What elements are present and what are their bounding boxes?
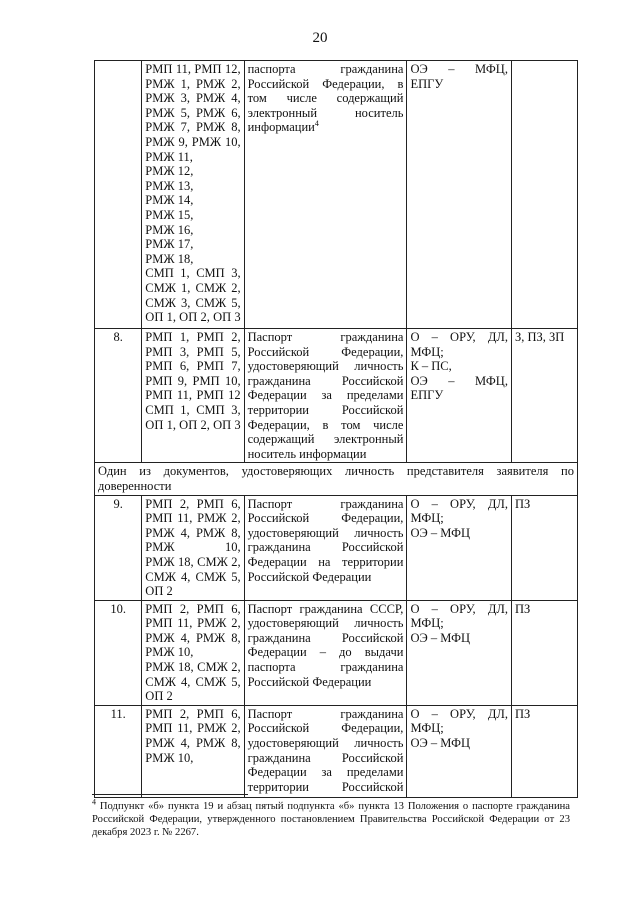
submission-modes: ПЗ [511,600,577,705]
submission-channels: О – ОРУ, ДЛ, МФЦ; ОЭ – МФЦ [407,705,512,797]
submission-channels: О – ОРУ, ДЛ, МФЦ; К – ПС, ОЭ – МФЦ, ЕПГУ [407,329,512,463]
submission-modes: З, ПЗ, ЗП [511,329,577,463]
row-number: 10. [95,600,142,705]
category-codes: РМП 2, РМП 6, РМП 11, РМЖ 2, РМЖ 4, РМЖ 8, РМЖ 10, РМЖ 18, СМЖ 2, СМЖ 4, СМЖ 5, ОП 2 [142,600,244,705]
category-codes: РМП 2, РМП 6, РМП 11, РМЖ 2, РМЖ 4, РМЖ 8, РМЖ 10, РМЖ 18, СМЖ 2, СМЖ 4, СМЖ 5, ОП 2 [142,495,244,600]
table-row [95,495,578,600]
section-header: Один из документов, удостоверяющих личность представителя заявителя по доверенности [95,463,578,495]
document-table [94,60,578,798]
table-row [95,705,578,797]
row-number [95,61,142,329]
row-number: 8. [95,329,142,463]
table-row [95,329,578,463]
submission-channels: О – ОРУ, ДЛ, МФЦ; ОЭ – МФЦ [407,600,512,705]
footnote-mark: 4 [92,797,96,807]
document-name: Паспорт гражданина СССР, удостоверяющий личность гражданина Российской Федерации – до выдачи паспорта гражданина Российской Федерации [244,600,407,705]
section-header-row [95,463,578,495]
document-name: Паспорт гражданина Российской Федерации, удостоверяющий личность гражданина Российской Федерации за пределами территории Российской Федерации, в том числе содержащий электронный носитель информации [244,329,407,463]
submission-modes: ПЗ [511,495,577,600]
submission-channels: О – ОРУ, ДЛ, МФЦ; ОЭ – МФЦ [407,495,512,600]
page-number: 20 [312,30,328,46]
footnote-ref: 4 [314,119,319,129]
category-codes: РМП 2, РМП 6, РМП 11, РМЖ 2, РМЖ 4, РМЖ 8, РМЖ 10, [142,705,244,797]
category-codes: РМП 1, РМП 2, РМП 3, РМП 5, РМП 6, РМП 7, РМП 9, РМП 10, РМП 11, РМП 12 СМП 1, СМП 3, ОП 1, ОП 2, ОП 3 [142,329,244,463]
row-number: 11. [95,705,142,797]
table-row [95,61,578,329]
table-row [95,600,578,705]
document-name: Паспорт гражданина Российской Федерации, удостоверяющий личность гражданина Российской Федерации за пределами территории Российской [244,705,407,797]
row-number: 9. [95,495,142,600]
document-name: Паспорт гражданина Российской Федерации, удостоверяющий личность гражданина Российской Федерации на территории Российской Федерации [244,495,407,600]
submission-modes: ПЗ [511,705,577,797]
document-text: паспорта гражданина Российской Федерации, в том числе содержащий электронный носитель информации [247,62,404,135]
footnote-text: Подпункт «б» пункта 19 и абзац пятый подпункта «б» пункта 13 Положения о паспорте гражданина Российской Федерации, утвержденного постановлением Правительства Российской Федерации от 23 декабря 2023 г. № 2267. [92,801,571,838]
document-name [244,61,407,329]
submission-channels: ОЭ – МФЦ, ЕПГУ [407,61,512,329]
footnote-divider [92,794,248,795]
category-codes: РМП 11, РМП 12, РМЖ 1, РМЖ 2, РМЖ 3, РМЖ 4, РМЖ 5, РМЖ 6, РМЖ 7, РМЖ 8, РМЖ 9, РМЖ 10, РМЖ 11, РМЖ 12, РМЖ 13, РМЖ 14, РМЖ 15, РМЖ 16, РМЖ 17, РМЖ 18, СМП 1, СМП 3, СМЖ 1, СМЖ 2, СМЖ 3, СМЖ 5, ОП 1, ОП 2, ОП 3 [142,61,244,329]
footnote [92,797,571,839]
submission-modes [511,61,577,329]
